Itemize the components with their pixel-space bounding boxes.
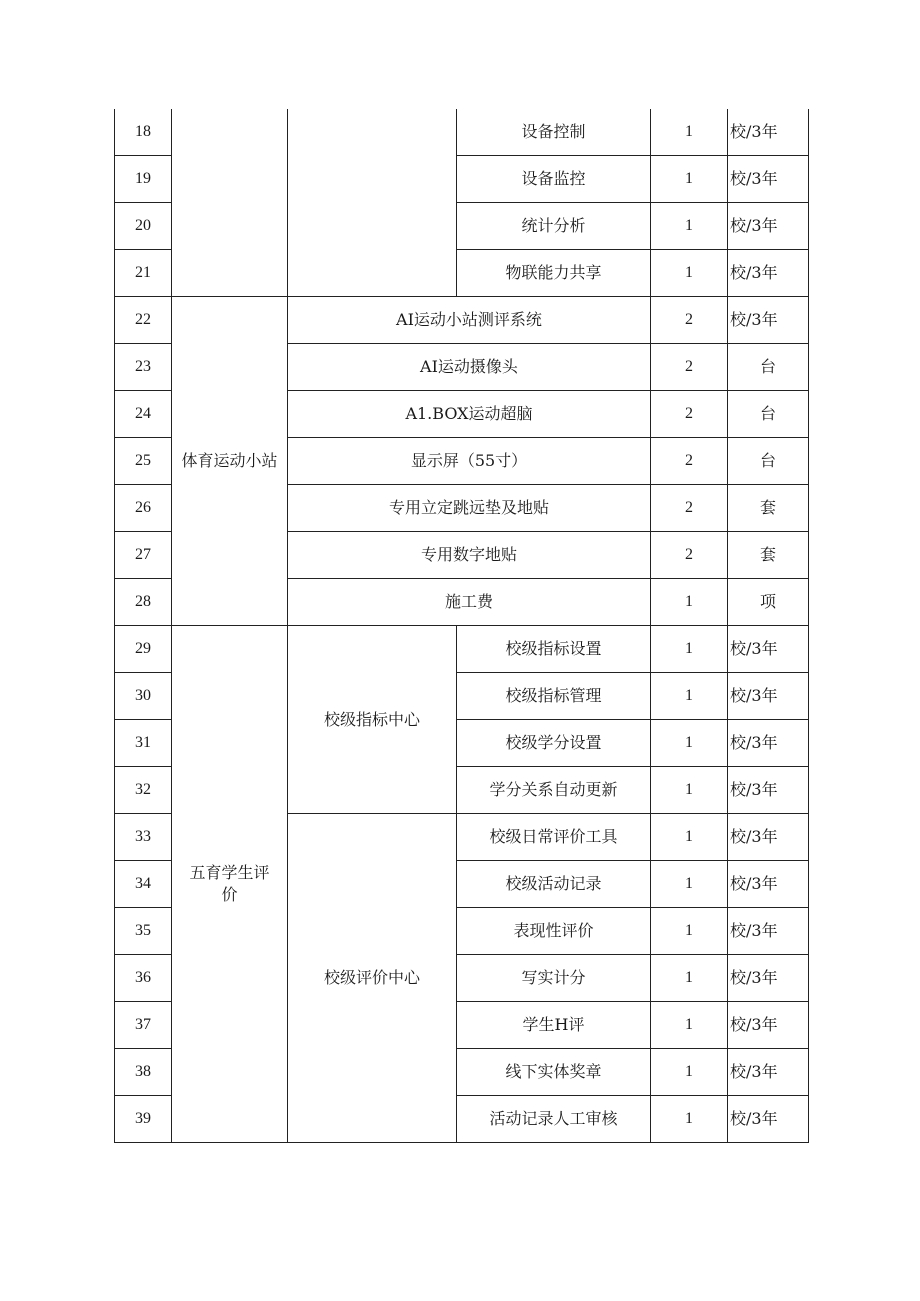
unit: 校/3年 bbox=[728, 673, 809, 720]
row-number: 21 bbox=[115, 250, 172, 297]
quantity: 2 bbox=[651, 438, 728, 485]
quantity: 1 bbox=[651, 250, 728, 297]
row-number: 36 bbox=[115, 955, 172, 1002]
row-number: 23 bbox=[115, 344, 172, 391]
quantity: 2 bbox=[651, 297, 728, 344]
item-name: 校级指标设置 bbox=[457, 626, 651, 673]
unit: 台 bbox=[728, 391, 809, 438]
item-name: 校级日常评价工具 bbox=[457, 814, 651, 861]
quantity: 2 bbox=[651, 485, 728, 532]
quantity: 1 bbox=[651, 814, 728, 861]
item-name: 校级指标管理 bbox=[457, 673, 651, 720]
row-number: 18 bbox=[115, 109, 172, 156]
quantity: 2 bbox=[651, 532, 728, 579]
item-name: 专用立定跳远垫及地贴 bbox=[288, 485, 651, 532]
unit: 套 bbox=[728, 485, 809, 532]
row-number: 33 bbox=[115, 814, 172, 861]
unit: 校/3年 bbox=[728, 814, 809, 861]
row-number: 39 bbox=[115, 1096, 172, 1143]
item-name: 统计分析 bbox=[457, 203, 651, 250]
item-name: 学分关系自动更新 bbox=[457, 767, 651, 814]
item-name: 设备监控 bbox=[457, 156, 651, 203]
unit: 校/3年 bbox=[728, 203, 809, 250]
row-number: 37 bbox=[115, 1002, 172, 1049]
quantity: 1 bbox=[651, 156, 728, 203]
table-row bbox=[115, 109, 809, 156]
unit: 校/3年 bbox=[728, 908, 809, 955]
row-number: 24 bbox=[115, 391, 172, 438]
row-number: 35 bbox=[115, 908, 172, 955]
unit: 校/3年 bbox=[728, 250, 809, 297]
unit: 校/3年 bbox=[728, 720, 809, 767]
quantity: 2 bbox=[651, 391, 728, 438]
table-row bbox=[115, 297, 809, 344]
row-number: 22 bbox=[115, 297, 172, 344]
item-name: 校级学分设置 bbox=[457, 720, 651, 767]
row-number: 20 bbox=[115, 203, 172, 250]
row-number: 28 bbox=[115, 579, 172, 626]
quantity: 1 bbox=[651, 673, 728, 720]
row-number: 32 bbox=[115, 767, 172, 814]
item-name: 写实计分 bbox=[457, 955, 651, 1002]
quantity: 1 bbox=[651, 1096, 728, 1143]
unit: 校/3年 bbox=[728, 109, 809, 156]
empty-group-cell bbox=[172, 109, 288, 297]
item-name: AI运动摄像头 bbox=[288, 344, 651, 391]
row-number: 30 bbox=[115, 673, 172, 720]
item-name: 设备控制 bbox=[457, 109, 651, 156]
quantity: 1 bbox=[651, 861, 728, 908]
subgroup-school-indicator-center: 校级指标中心 bbox=[288, 626, 457, 814]
item-name: 线下实体奖章 bbox=[457, 1049, 651, 1096]
group-sports-station: 体育运动小站 bbox=[172, 297, 288, 626]
item-name: 活动记录人工审核 bbox=[457, 1096, 651, 1143]
subgroup-school-evaluation-center: 校级评价中心 bbox=[288, 814, 457, 1143]
quantity: 1 bbox=[651, 908, 728, 955]
quantity: 1 bbox=[651, 203, 728, 250]
unit: 校/3年 bbox=[728, 626, 809, 673]
item-name: 学生H评 bbox=[457, 1002, 651, 1049]
unit: 校/3年 bbox=[728, 297, 809, 344]
quantity: 1 bbox=[651, 626, 728, 673]
row-number: 31 bbox=[115, 720, 172, 767]
item-name: 物联能力共享 bbox=[457, 250, 651, 297]
quantity: 1 bbox=[651, 955, 728, 1002]
item-name: A1.BOX运动超脑 bbox=[288, 391, 651, 438]
quantity: 1 bbox=[651, 109, 728, 156]
quantity: 1 bbox=[651, 1049, 728, 1096]
unit: 校/3年 bbox=[728, 1096, 809, 1143]
item-name: AI运动小站测评系统 bbox=[288, 297, 651, 344]
row-number: 27 bbox=[115, 532, 172, 579]
item-name: 表现性评价 bbox=[457, 908, 651, 955]
spec-table bbox=[114, 109, 809, 1143]
row-number: 26 bbox=[115, 485, 172, 532]
unit: 校/3年 bbox=[728, 861, 809, 908]
row-number: 19 bbox=[115, 156, 172, 203]
unit: 套 bbox=[728, 532, 809, 579]
row-number: 34 bbox=[115, 861, 172, 908]
quantity: 1 bbox=[651, 1002, 728, 1049]
row-number: 29 bbox=[115, 626, 172, 673]
quantity: 1 bbox=[651, 720, 728, 767]
item-name: 校级活动记录 bbox=[457, 861, 651, 908]
table-row bbox=[115, 626, 809, 673]
quantity: 1 bbox=[651, 579, 728, 626]
row-number: 25 bbox=[115, 438, 172, 485]
row-number: 38 bbox=[115, 1049, 172, 1096]
unit: 校/3年 bbox=[728, 767, 809, 814]
unit: 校/3年 bbox=[728, 1002, 809, 1049]
item-name: 显示屏（55寸） bbox=[288, 438, 651, 485]
item-name: 专用数字地贴 bbox=[288, 532, 651, 579]
unit: 校/3年 bbox=[728, 156, 809, 203]
unit: 台 bbox=[728, 344, 809, 391]
quantity: 2 bbox=[651, 344, 728, 391]
unit: 校/3年 bbox=[728, 955, 809, 1002]
item-name: 施工费 bbox=[288, 579, 651, 626]
unit: 项 bbox=[728, 579, 809, 626]
empty-subgroup-cell bbox=[288, 109, 457, 297]
unit: 校/3年 bbox=[728, 1049, 809, 1096]
group-five-edu-evaluation: 五育学生评价 bbox=[172, 626, 288, 1143]
unit: 台 bbox=[728, 438, 809, 485]
quantity: 1 bbox=[651, 767, 728, 814]
